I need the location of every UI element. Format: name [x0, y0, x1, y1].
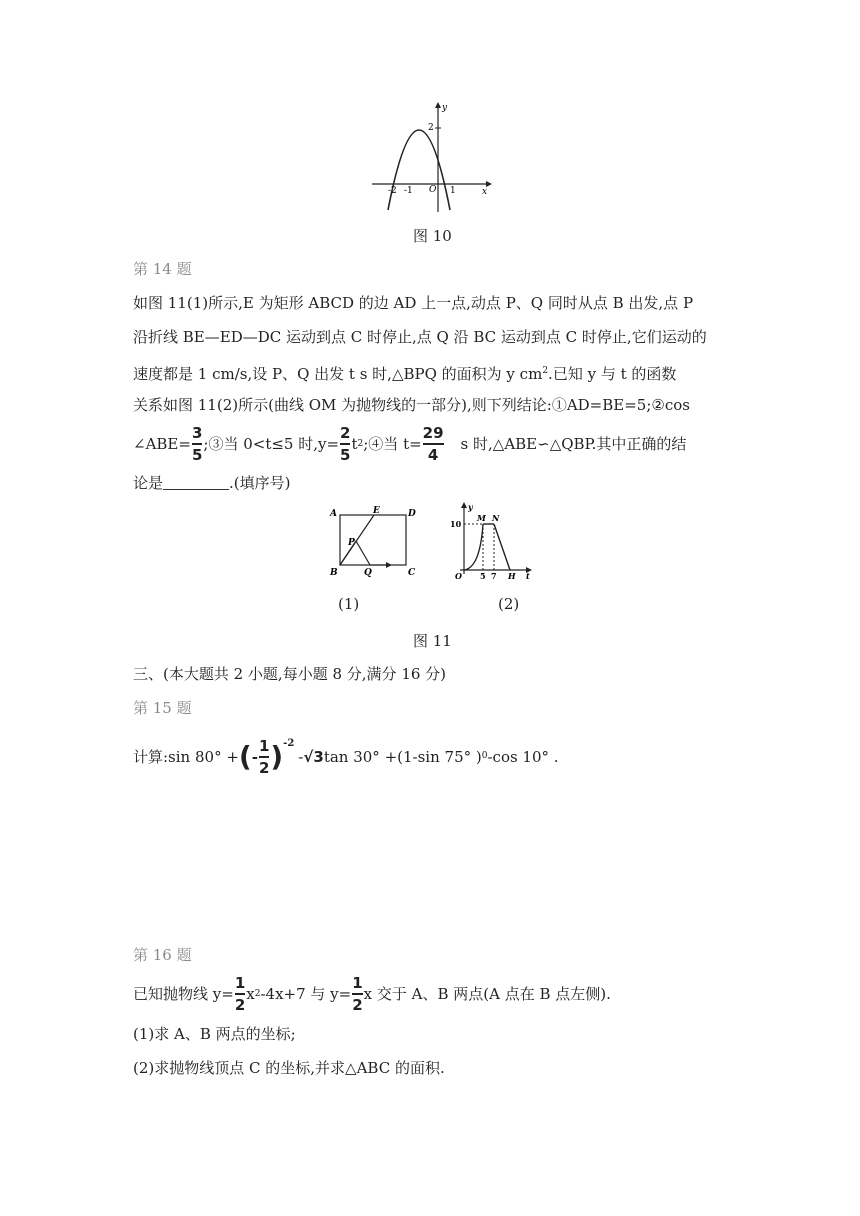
- figure-11-1-label: (1): [338, 595, 360, 613]
- q14-line-3-tail: .已知 y 与 t 的函数: [548, 365, 677, 383]
- figure-10-graph: [366, 100, 496, 216]
- q14-line-3: [133, 361, 676, 384]
- label-10: 10: [450, 519, 462, 529]
- parabola-curve: [388, 130, 450, 210]
- q14-line-1: 如图 11(1)所示,E 为矩形 ABCD 的边 AD 上一点,动点 P、Q 同时从点 B 出发,点 P: [133, 294, 694, 312]
- q14-line-5-a: ∠ABE=: [133, 435, 191, 453]
- segment-nh: [494, 524, 510, 570]
- label-c: C: [408, 568, 416, 578]
- y-axis-arrow: [435, 102, 441, 108]
- label-d: D: [408, 509, 416, 519]
- section-3-heading: 三、(本大题共 2 小题,每小题 8 分,满分 16 分): [133, 665, 447, 683]
- q15-part-b: -: [298, 748, 304, 766]
- q16-sup: 2: [254, 989, 261, 999]
- q16-fraction-1: $\frac{1}{2}$: [234, 974, 246, 1014]
- q15-part-a: 计算:sin 80° +: [133, 748, 239, 766]
- q16-part-2: (2)求抛物线顶点 C 的坐标,并求△ABC 的面积.: [133, 1059, 445, 1077]
- figure-11-1-rectangle: [326, 503, 422, 581]
- q14-line-5-e: s 时,△ABE∽△QBP.其中正确的结: [460, 435, 687, 453]
- label-h: H: [508, 571, 516, 581]
- q16-part-1: (1)求 A、B 两点的坐标;: [133, 1025, 296, 1043]
- q14-line-2: 沿折线 BE—ED—DC 运动到点 C 时停止,点 Q 沿 BC 运动到点 C 时停止,它们运动的: [133, 328, 707, 346]
- curve-om: [464, 524, 483, 570]
- label-5: 5: [480, 571, 486, 581]
- label-p: P: [348, 538, 355, 548]
- y-axis-label: y: [442, 103, 448, 113]
- figure-11-2-label: (2): [498, 595, 520, 613]
- figure-11-caption: 图 11: [413, 632, 452, 650]
- tick-label-neg2: -2: [388, 186, 397, 196]
- label-q: Q: [364, 568, 372, 578]
- q16-part-a: 已知抛物线 y=: [133, 985, 234, 1003]
- label-o: O: [455, 571, 462, 581]
- figure-10-caption: 图 10: [413, 227, 452, 245]
- q15-part-c: tan 30° +(1-sin 75° ): [323, 748, 482, 766]
- q15-sup: 0: [481, 751, 488, 761]
- fraction-2-5: $\frac{2}{5}$: [340, 424, 351, 464]
- q16-part-c: -4x+7 与 y=: [260, 985, 352, 1003]
- segment-pq: [356, 541, 370, 565]
- label-t: t: [526, 571, 530, 581]
- fraction-1-2: $\frac{1}{2}$: [258, 737, 270, 777]
- q14-line-5-sup: 2: [357, 439, 364, 449]
- label-y: y: [468, 502, 473, 512]
- q15-minus: -: [251, 748, 258, 766]
- tick-label-1: 1: [450, 186, 456, 196]
- q15-part-d: -cos 10° .: [487, 748, 559, 766]
- y-axis-arrow: [461, 502, 467, 508]
- q14-line-4: 关系如图 11(2)所示(曲线 OM 为抛物线的一部分),则下列结论:①AD=BE=5;②cos: [133, 396, 690, 414]
- q14-line-6-b: .(填序号): [229, 474, 291, 492]
- fraction-3-5: $\frac{3}{5}$: [191, 424, 203, 464]
- q15-exponent: -2: [283, 738, 295, 749]
- x-axis-label: x: [482, 187, 488, 197]
- q14-line-5-d: ;④当 t=: [363, 435, 422, 453]
- tick-label-neg1: -1: [404, 186, 413, 196]
- label-a: A: [330, 509, 337, 519]
- q15-expression: [133, 732, 559, 782]
- label-m: M: [477, 513, 486, 523]
- origin-label: O: [429, 185, 437, 195]
- q15-header: 第 15 题: [133, 699, 192, 717]
- q15-sqrt: √3: [303, 748, 324, 766]
- q14-line-6: [133, 473, 291, 493]
- q14-header: 第 14 题: [133, 260, 192, 278]
- q14-line-6-a: 论是: [133, 474, 164, 492]
- label-e: E: [373, 506, 380, 516]
- q14-line-5: [133, 422, 686, 466]
- q16-part-b: x: [246, 985, 255, 1003]
- figure-11-2-graph: [446, 500, 536, 584]
- q16-header: 第 16 题: [133, 946, 192, 964]
- q14-line-3-sup: 2: [542, 366, 549, 376]
- fraction-29-4: $\frac{29}{4}$: [422, 424, 444, 464]
- label-n: N: [492, 513, 500, 523]
- q15-paren-close: ): [270, 740, 284, 773]
- label-7: 7: [491, 571, 497, 581]
- arrow-head: [386, 562, 392, 568]
- q16-part-d: x 交于 A、B 两点(A 点在 B 点左侧).: [363, 985, 611, 1003]
- answer-blank[interactable]: [163, 475, 229, 490]
- q14-line-5-c: t: [351, 435, 358, 453]
- q16-statement: [133, 972, 611, 1016]
- q15-paren-open: (: [238, 740, 252, 773]
- tick-label-2: 2: [428, 123, 434, 133]
- q16-fraction-2: $\frac{1}{2}$: [352, 974, 363, 1014]
- label-b: B: [330, 568, 338, 578]
- q14-line-5-b: ;③当 0<t≤5 时,y=: [203, 435, 340, 453]
- q14-line-3-text: 速度都是 1 cm/s,设 P、Q 出发 t s 时,△BPQ 的面积为 y cm: [133, 365, 543, 383]
